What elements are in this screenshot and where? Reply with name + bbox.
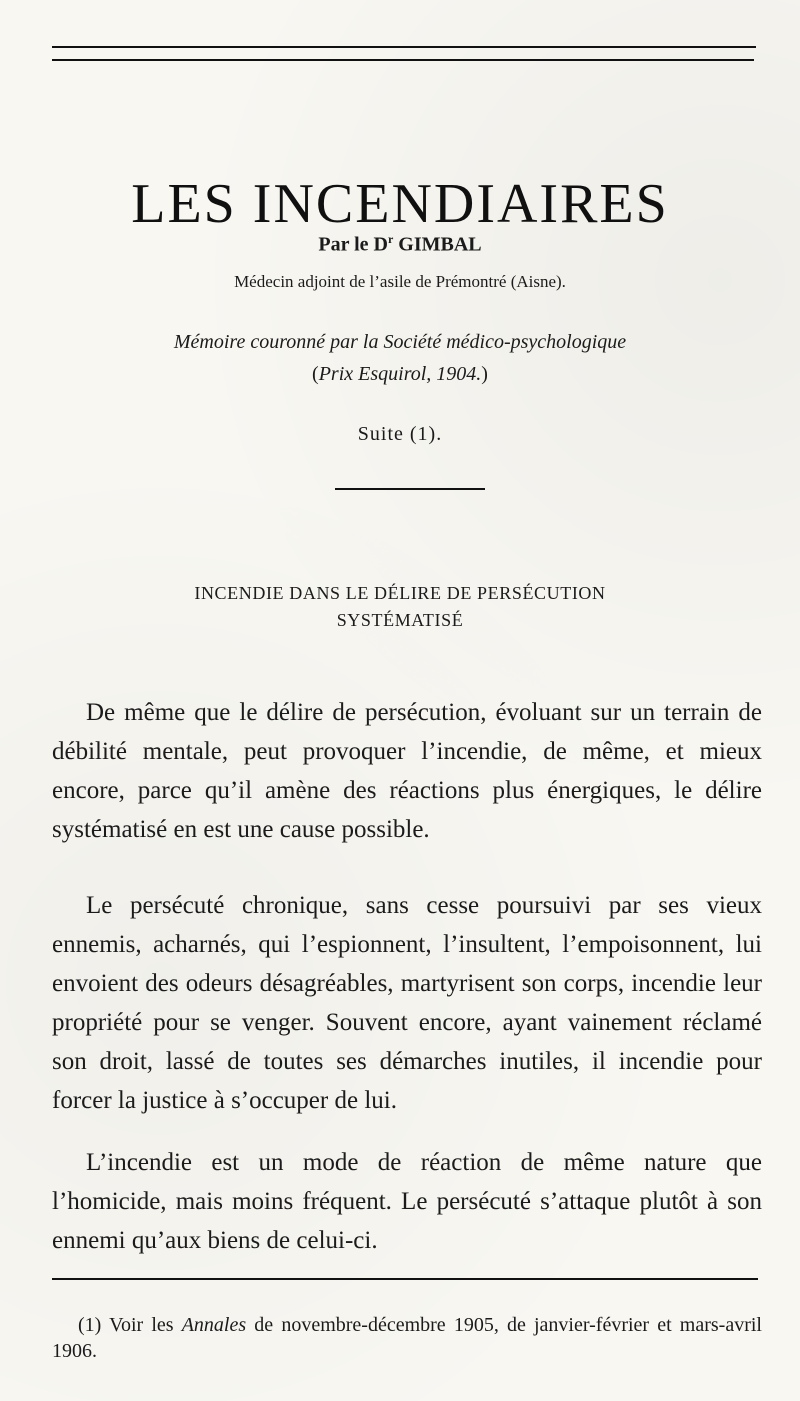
body-paragraph-2: Le persécuté chronique, sans cesse poursuivi par ses vieux ennemis, acharnés, qui l’espionnent, l’insultent, l’empoisonnent, lui envoient des odeurs désagréables, martyrisent son corps, incendie leur propriété pour se venger. Souvent encore, ayant vainement réclamé son droit, lassé de toutes ses démarches inutiles, il incendie pour forcer la justice à s’occuper de lui. — [52, 892, 762, 1114]
author-line — [0, 233, 800, 256]
author-affiliation: Médecin adjoint de l’asile de Prémontré (Aisne). — [234, 272, 566, 291]
award-note-line-2 — [0, 358, 800, 390]
award-prize: Prix Esquirol, 1904. — [318, 363, 482, 385]
body-paragraph-1: De même que le délire de persécution, évoluant sur un terrain de débilité mentale, peut provoquer l’incendie, de même, et mieux encore, parce qu’il amène des réactions plus énergiques, le délire systématisé en est une cause possible. — [52, 699, 762, 843]
top-rule-lower — [52, 59, 754, 61]
award-paren-close: ) — [481, 363, 488, 385]
award-paren-open: ( — [312, 363, 319, 385]
award-note — [0, 326, 800, 390]
section-divider — [335, 488, 485, 490]
article-title: LES INCENDIAIRES — [131, 172, 669, 235]
section-heading-line-2: SYSTÉMATISÉ — [336, 610, 464, 630]
footnote-text-before: (1) Voir les — [78, 1314, 182, 1336]
author-prefix: Par le D — [318, 233, 388, 256]
footnote-rule — [52, 1278, 758, 1280]
footnote-text-after: de novembre-décembre 1905, de janvier-février et mars-avril 1906. — [52, 1314, 762, 1362]
award-note-line-1: Mémoire couronné par la Société médico-psychologique — [173, 331, 627, 353]
top-rule-upper — [52, 46, 756, 48]
section-heading — [0, 580, 800, 634]
continuation-label: Suite (1). — [357, 423, 443, 445]
author-name: GIMBAL — [398, 233, 482, 256]
footnote — [52, 1312, 762, 1364]
body-paragraph-3: L’incendie est un mode de réaction de même nature que l’homicide, mais moins fréquent. Le persécuté s’attaque plutôt à son ennemi qu’aux biens de celui-ci. — [52, 1149, 762, 1254]
author-title-superscript: r — [387, 232, 394, 246]
footnote-journal-title: Annales — [181, 1314, 247, 1336]
section-heading-line-1: INCENDIE DANS LE DÉLIRE DE PERSÉCUTION — [194, 583, 606, 603]
